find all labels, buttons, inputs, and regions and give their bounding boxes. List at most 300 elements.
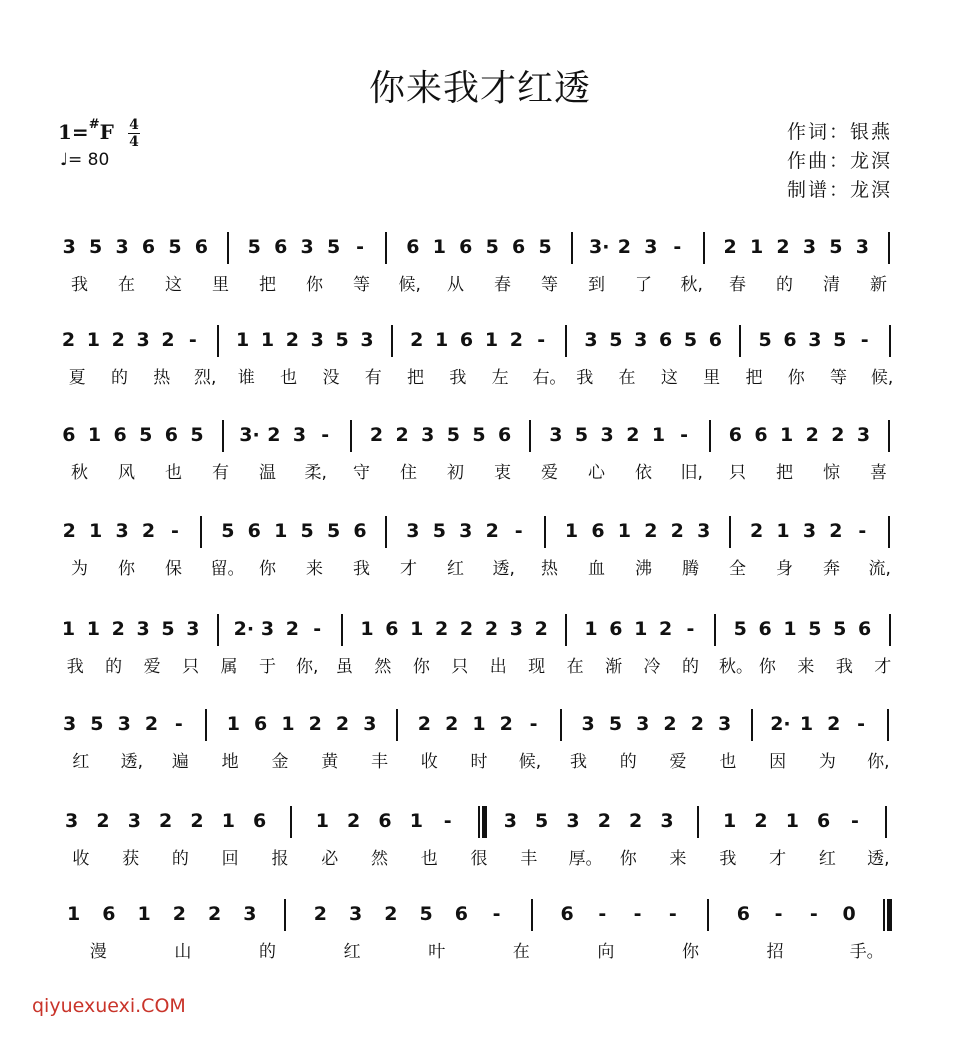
lyric-syllable: 流, — [868, 559, 891, 579]
lyric-syllable: 热 — [541, 559, 558, 579]
lyric-syllable: 来 — [306, 559, 323, 579]
note: 2 — [829, 520, 843, 542]
lyric-syllable: 柔, — [304, 463, 327, 483]
note: 1 — [472, 713, 486, 735]
note: 2 — [776, 236, 790, 258]
note: 2 — [111, 329, 125, 351]
note: 6 — [658, 329, 673, 351]
lyric-syllable: 厚。 — [568, 849, 603, 869]
note: 5 — [326, 520, 341, 542]
lyric-syllable: 新 — [870, 275, 887, 295]
note: 2 — [159, 810, 173, 832]
bar-line — [729, 516, 731, 548]
note: 2 — [534, 618, 548, 640]
note: 2 — [597, 810, 611, 832]
note: 2 — [831, 424, 845, 446]
note: 3 — [802, 236, 817, 258]
bar-line — [222, 420, 224, 452]
note: 3 — [600, 424, 614, 446]
note: 1 — [315, 810, 329, 832]
lyric-syllable: 丰 — [520, 849, 538, 869]
note: 6 — [353, 520, 367, 542]
note: 5 — [221, 520, 235, 542]
lyric-syllable: 全 — [729, 559, 746, 579]
note: 2 — [144, 713, 159, 735]
lyric-syllable: 有 — [364, 368, 382, 388]
lyric-syllable: 的 — [619, 752, 637, 772]
note: - — [514, 520, 523, 542]
lyric-syllable: 只 — [182, 657, 200, 677]
lyric-syllable: 很 — [470, 849, 488, 869]
bar-line — [697, 806, 699, 838]
note: 1 — [435, 329, 449, 351]
lyric-syllable: 冷 — [643, 657, 661, 677]
lyric-syllable: 在 — [118, 275, 135, 295]
lyric-syllable: 向 — [597, 942, 615, 962]
note: 6 — [459, 236, 473, 258]
lyric-syllable: 虽 — [335, 657, 353, 677]
lyric-syllable: 我 — [719, 849, 737, 869]
note: 6 — [113, 424, 127, 446]
lyric-syllable: 的 — [259, 942, 276, 962]
lyric-syllable: 初 — [447, 463, 464, 483]
note: 5 — [829, 236, 843, 258]
note: 5 — [833, 618, 847, 640]
lyric-syllable: 等 — [830, 368, 848, 388]
note: 5 — [758, 329, 772, 351]
bar-line — [217, 325, 219, 357]
note: 5 — [535, 810, 549, 832]
lyric-syllable: 热 — [153, 368, 171, 388]
bar-line — [200, 516, 202, 548]
note: 5 — [683, 329, 698, 351]
note: 1 — [409, 810, 423, 832]
lyric-syllable: 惊 — [823, 463, 840, 483]
bar-line — [751, 709, 753, 741]
lyric-syllable: 左 — [491, 368, 509, 388]
note: 3 — [549, 424, 563, 446]
lyric-syllable: 风 — [118, 463, 135, 483]
bar-line — [531, 899, 533, 931]
lyric-syllable: 身 — [776, 559, 793, 579]
note: 5 — [419, 903, 433, 925]
note: - — [171, 520, 179, 542]
note: 6 — [498, 424, 512, 446]
lyric-syllable: 也 — [420, 849, 438, 869]
lyric-syllable: 属 — [220, 657, 238, 677]
note: 5 — [161, 618, 175, 640]
note: 5 — [300, 520, 314, 542]
lyric-syllable: 春 — [729, 275, 746, 295]
final-bar-line — [482, 806, 487, 838]
lyric-syllable: 透, — [492, 559, 515, 579]
note: 6 — [736, 903, 750, 925]
note: 6 — [254, 713, 268, 735]
note: 3 — [660, 810, 674, 832]
note: 6 — [609, 618, 623, 640]
lyric-syllable: 只 — [729, 463, 746, 483]
notation-row — [56, 323, 902, 365]
lyric-syllable: 在 — [618, 368, 636, 388]
notation-row — [56, 230, 902, 272]
lyric-syllable: 喜 — [870, 463, 887, 483]
lyric-syllable: 把 — [776, 463, 793, 483]
note: 2 — [308, 713, 322, 735]
lyric-syllable: 衷 — [494, 463, 511, 483]
lyric-syllable: 收 — [72, 849, 90, 869]
note: 3 — [406, 520, 420, 542]
note: 3 — [581, 713, 595, 735]
note: 2 — [285, 618, 299, 640]
lyric-syllable: 秋, — [680, 275, 703, 295]
note: 5 — [335, 329, 349, 351]
note: 2 — [484, 618, 499, 640]
note: 1 — [617, 520, 632, 542]
bar-line — [571, 232, 573, 264]
note: 1 — [634, 618, 648, 640]
lyric-syllable: 没 — [322, 368, 340, 388]
note: 1 — [723, 810, 737, 832]
lyric-syllable: 我 — [570, 752, 588, 772]
note: 1 — [87, 424, 102, 446]
bar-line — [350, 420, 352, 452]
note: 5 — [446, 424, 460, 446]
time-signature — [128, 118, 140, 149]
lyric-syllable: 血 — [588, 559, 605, 579]
bar-line — [284, 899, 286, 931]
note: 1 — [89, 520, 103, 542]
note: 1 — [226, 713, 240, 735]
notation-row — [56, 897, 902, 939]
key-letter: F — [99, 120, 114, 144]
lyric-syllable: 我 — [449, 368, 467, 388]
note: 5 — [190, 424, 204, 446]
lyric-syllable: 然 — [374, 657, 392, 677]
lyric-syllable: 留。 — [210, 559, 245, 579]
bar-line — [290, 806, 292, 838]
note: 6 — [141, 236, 156, 258]
note: 6 — [560, 903, 574, 925]
bar-line — [888, 232, 890, 264]
note: 2 — [285, 329, 299, 351]
note: 5 — [485, 236, 499, 258]
lyric-syllable: 手。 — [849, 942, 884, 962]
note: - — [633, 903, 642, 925]
note: 1 — [360, 618, 374, 640]
lyric-syllable: 叶 — [428, 942, 446, 962]
note: 1 — [651, 424, 666, 446]
note: 2 — [805, 424, 819, 446]
note: 3 — [459, 520, 473, 542]
note: 6 — [253, 810, 267, 832]
note: 1 — [260, 329, 275, 351]
note: 2 — [62, 520, 76, 542]
note: 6 — [454, 903, 468, 925]
lyric-syllable: 候, — [398, 275, 421, 295]
note: 2 — [267, 424, 281, 446]
page-title: 你来我才红透 — [368, 68, 591, 109]
lyric-syllable: 然 — [370, 849, 388, 869]
lyric-syllable: 爱 — [541, 463, 558, 483]
note: 5 — [574, 424, 589, 446]
lyric-syllable: 遍 — [171, 752, 189, 772]
lyric-syllable: 你 — [412, 657, 430, 677]
note: - — [860, 329, 869, 351]
lyric-syllable: 才 — [769, 849, 787, 869]
lyric-syllable: 我 — [353, 559, 370, 579]
note: - — [809, 903, 818, 925]
bar-line — [565, 614, 567, 646]
note: 2 — [670, 520, 684, 542]
transcriber: 制谱：龙溟 — [786, 179, 892, 201]
note: 3 — [802, 520, 817, 542]
lyric-syllable: 的 — [776, 275, 793, 295]
bar-line — [217, 614, 219, 646]
watermark: qiyuexuexi.COM — [32, 995, 186, 1017]
lyric-syllable: 透, — [867, 849, 890, 869]
lyric-syllable: 渐 — [605, 657, 623, 677]
final-bar-line — [887, 899, 892, 931]
lyric-syllable: 沸 — [635, 559, 652, 579]
bar-line — [889, 325, 891, 357]
note: 1 — [783, 618, 797, 640]
lyric-syllable: 必 — [321, 849, 339, 869]
note: 1 — [584, 618, 598, 640]
key-signature — [58, 117, 114, 144]
lyric-syllable: 在 — [566, 657, 584, 677]
lyric-syllable: 红 — [818, 849, 836, 869]
lyric-syllable: 里 — [703, 368, 721, 388]
bar-line — [709, 420, 711, 452]
note: 2 — [509, 329, 523, 351]
note: 3 — [509, 618, 523, 640]
lyric-syllable: 来 — [669, 849, 687, 869]
lyric-syllable: 地 — [221, 752, 239, 772]
notation-row — [56, 514, 902, 556]
note: 5 — [608, 713, 623, 735]
note: 2 — [111, 618, 125, 640]
bar-line — [885, 806, 887, 838]
lyric-syllable: 到 — [588, 275, 605, 295]
lyric-syllable: 也 — [280, 368, 298, 388]
note: 6 — [274, 236, 288, 258]
lyric-syllable: 把 — [745, 368, 763, 388]
note: 6 — [62, 424, 76, 446]
note: 3 — [136, 329, 150, 351]
bar-line — [889, 614, 891, 646]
note: - — [851, 810, 859, 832]
bar-line — [714, 614, 716, 646]
lyric-syllable: 爱 — [143, 657, 161, 677]
lyric-syllable: 也 — [719, 752, 737, 772]
note: 2 — [369, 424, 384, 446]
note: 1 — [776, 520, 790, 542]
note: 1 — [564, 520, 579, 542]
lyric-syllable: 丰 — [370, 752, 388, 772]
note: 0 — [842, 903, 856, 925]
lyric-syllable: 春 — [494, 275, 511, 295]
lyric-syllable: 你 — [787, 368, 805, 388]
note: - — [857, 713, 865, 735]
note: 5 — [139, 424, 153, 446]
note: 1 — [281, 713, 295, 735]
note: 6 — [817, 810, 831, 832]
note: 1 — [86, 618, 100, 640]
note: 2 — [644, 520, 658, 542]
note: 2 — [690, 713, 704, 735]
lyric-syllable: 我 — [835, 657, 853, 677]
lyricist: 作词：银燕 — [786, 121, 892, 143]
note: 1 — [780, 424, 794, 446]
bar-line — [205, 709, 207, 741]
note: 2 — [208, 903, 222, 925]
note: 2 — [749, 520, 764, 542]
note: - — [188, 329, 197, 351]
note: 6 — [164, 424, 178, 446]
lyric-syllable: 在 — [512, 942, 530, 962]
bar-line — [391, 325, 393, 357]
time-signature-bottom: 4 — [129, 134, 139, 150]
note: 6 — [194, 236, 209, 258]
lyric-syllable: 我 — [576, 368, 594, 388]
lyric-syllable: 的 — [110, 368, 128, 388]
note: 3 — [856, 424, 871, 446]
key-prefix: 1= — [58, 120, 89, 144]
note: 3 — [115, 520, 129, 542]
lyric-syllable: 爱 — [669, 752, 687, 772]
lyric-syllable: 秋。 — [718, 657, 753, 677]
lyric-syllable: 的 — [682, 657, 699, 677]
lyric-syllable: 候, — [518, 752, 542, 772]
lyric-syllable: 烈, — [194, 368, 217, 388]
note: - — [443, 810, 452, 832]
note: 3 — [636, 713, 650, 735]
note: 6 — [708, 329, 722, 351]
note: 6 — [102, 903, 116, 925]
note: 2 — [384, 903, 398, 925]
note: 3 — [349, 903, 363, 925]
bar-line — [385, 516, 387, 548]
lyric-syllable: 透, — [120, 752, 144, 772]
note: 2 — [410, 329, 424, 351]
note: 1 — [221, 810, 235, 832]
note: 1 — [86, 329, 100, 351]
lyric-syllable: 于 — [259, 657, 276, 677]
note: 3 — [292, 424, 307, 446]
composer: 作曲：龙溟 — [786, 150, 892, 172]
lyric-syllable: 才 — [400, 559, 417, 579]
note: 6 — [758, 618, 772, 640]
note: 3 — [360, 329, 374, 351]
note: 2 — [754, 810, 768, 832]
note: 2 — [626, 424, 640, 446]
note: 3 — [127, 810, 141, 832]
note: - — [313, 618, 322, 640]
lyric-syllable: 你 — [259, 559, 276, 579]
note: - — [321, 424, 330, 446]
lyric-syllable: 等 — [353, 275, 370, 295]
note: 2· — [233, 618, 255, 640]
time-signature-top: 4 — [129, 117, 139, 133]
bar-line — [544, 516, 546, 548]
note: 3 — [62, 236, 76, 258]
note: 3 — [566, 810, 580, 832]
note: 6 — [247, 520, 261, 542]
note: 2 — [313, 903, 327, 925]
note: 2 — [663, 713, 677, 735]
note: - — [858, 520, 867, 542]
lyric-syllable: 夏 — [68, 368, 86, 388]
lyric-syllable: 现 — [528, 657, 546, 677]
lyric-syllable: 黄 — [321, 752, 339, 772]
bar-line — [385, 232, 387, 264]
note: 5 — [247, 236, 261, 258]
bar-line — [703, 232, 705, 264]
note: 3 — [584, 329, 598, 351]
note: 1 — [137, 903, 151, 925]
bar-line — [478, 806, 480, 838]
lyric-syllable: 你 — [682, 942, 699, 962]
note: 3 — [503, 810, 517, 832]
bar-line — [341, 614, 343, 646]
lyric-syllable: 的 — [171, 849, 189, 869]
note: - — [356, 236, 364, 258]
note: 3 — [363, 713, 377, 735]
note: 2 — [96, 810, 110, 832]
note: 3 — [808, 329, 822, 351]
note: 2· — [770, 713, 791, 735]
note: 2 — [658, 618, 673, 640]
lyric-syllable: 了 — [635, 275, 652, 295]
note: 1 — [61, 618, 76, 640]
note: 1 — [484, 329, 499, 351]
note: - — [680, 424, 689, 446]
note: 5 — [808, 618, 822, 640]
lyric-syllable: 为 — [818, 752, 836, 772]
note: 2 — [141, 520, 156, 542]
lyric-syllable: 来 — [797, 657, 815, 677]
note: 6 — [728, 424, 742, 446]
lyric-syllable: 依 — [635, 463, 652, 483]
notation-row — [56, 804, 902, 846]
note: - — [174, 713, 183, 735]
lyric-syllable: 温 — [259, 463, 276, 483]
lyric-syllable: 心 — [588, 463, 605, 483]
note: - — [686, 618, 695, 640]
lyric-syllable: 的 — [105, 657, 123, 677]
lyric-syllable: 你 — [118, 559, 135, 579]
note: 3 — [855, 236, 869, 258]
note: 2 — [827, 713, 841, 735]
note: 5 — [609, 329, 623, 351]
note: 2 — [445, 713, 459, 735]
note: 3 — [260, 618, 275, 640]
note: 3 — [117, 713, 131, 735]
lyric-syllable: 你, — [867, 752, 890, 772]
note: 1 — [235, 329, 250, 351]
note: 6 — [591, 520, 605, 542]
lyric-syllable: 守 — [353, 463, 370, 483]
lyric-syllable: 腾 — [682, 559, 699, 579]
lyric-syllable: 把 — [407, 368, 425, 388]
lyric-syllable: 右。 — [532, 368, 567, 388]
note: 2 — [723, 236, 737, 258]
note: - — [673, 236, 682, 258]
note: 2 — [617, 236, 632, 258]
note: 2 — [459, 618, 474, 640]
note: 2 — [485, 520, 499, 542]
note: 2 — [499, 713, 513, 735]
